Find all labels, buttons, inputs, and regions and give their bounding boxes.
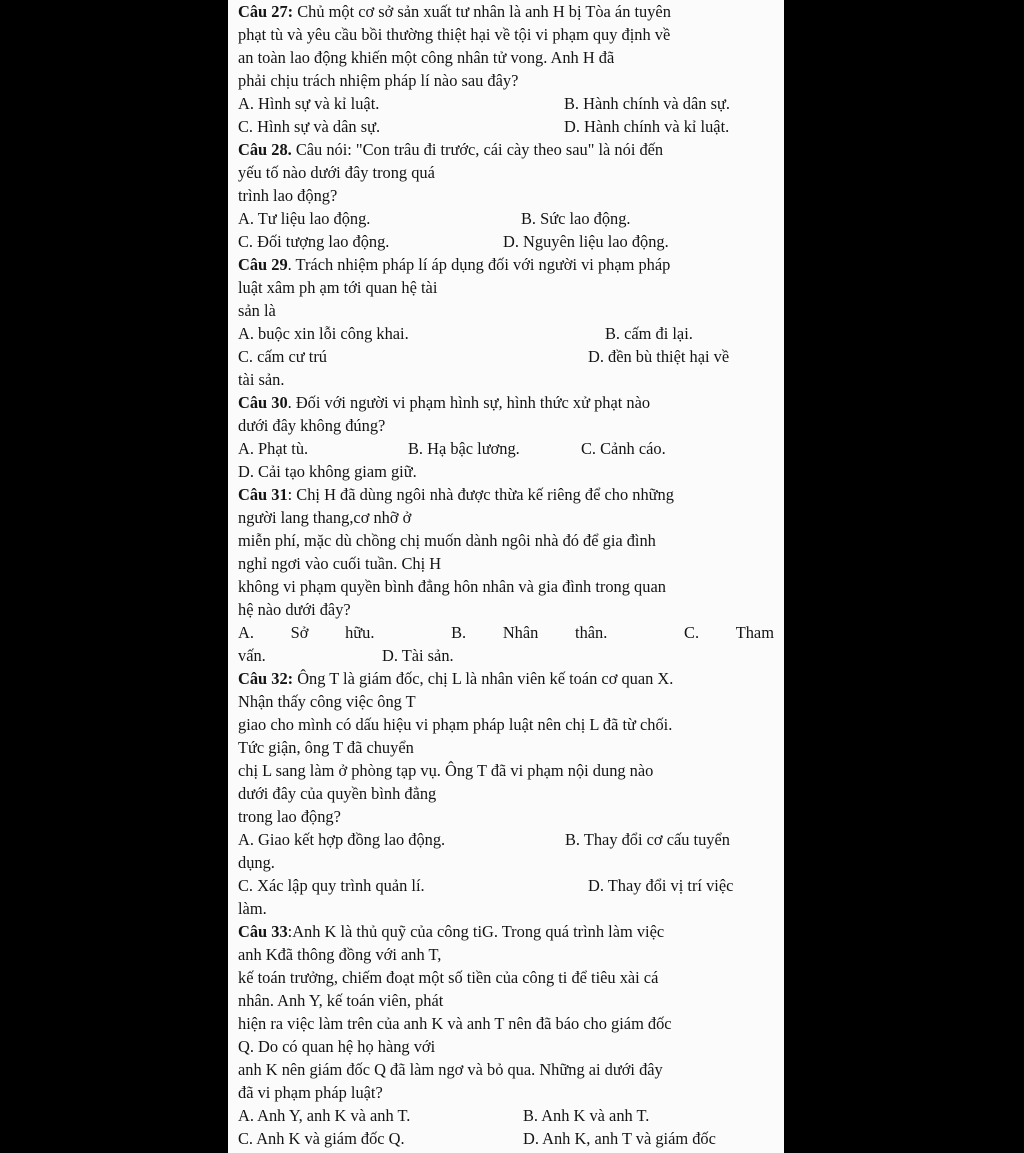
q31-options-abc	[238, 621, 774, 644]
q31-text: : Chị H đã dùng ngôi nhà được thừa kế riêng để cho những	[287, 485, 674, 504]
q32-line-6: dưới đây của quyền bình đẳng	[238, 784, 437, 803]
q33-line-5: hiện ra việc làm trên của anh K và anh T nên đã báo cho giám đốc	[238, 1014, 672, 1033]
q29-number: Câu 29	[238, 255, 288, 274]
q31-line-3: miễn phí, mặc dù chồng chị muốn dành ngôi nhà đó để gia đình	[238, 531, 656, 550]
q29-line-3: sản là	[238, 301, 276, 320]
q32-text: Ông T là giám đốc, chị L là nhân viên kế toán cơ quan X.	[293, 669, 674, 688]
q28-option-a: A. Tư liệu lao động.	[238, 209, 371, 228]
q31-word-2: Sở	[290, 623, 309, 642]
q33-options-cd	[238, 1127, 774, 1150]
q32-line-5: chị L sang làm ở phòng tạp vụ. Ông T đã vi phạm nội dung nào	[238, 761, 654, 780]
q27-options-cd	[238, 115, 774, 138]
q30-line-2: dưới đây không đúng?	[238, 416, 386, 435]
q28-options-cd	[238, 230, 774, 253]
q29-option-b: B. cấm đi lại.	[605, 324, 693, 343]
q30-number: Câu 30	[238, 393, 288, 412]
q31-word-3: hữu.	[345, 623, 375, 642]
q30-options-abc	[238, 437, 774, 460]
q28-option-c: C. Đối tượng lao động.	[238, 232, 390, 251]
q31-word-8: Tham	[735, 623, 774, 642]
q33-line-4: nhân. Anh Y, kế toán viên, phát	[238, 991, 444, 1010]
q31-word-6: thân.	[575, 623, 608, 642]
q32-line-3: giao cho mình có dấu hiệu vi phạm pháp luật nên chị L đã từ chối.	[238, 715, 673, 734]
q30-line-1	[238, 391, 774, 414]
q28-option-d: D. Nguyên liệu lao động.	[503, 232, 669, 251]
q33-option-c: C. Anh K và giám đốc Q.	[238, 1129, 405, 1148]
q32-line-7: trong lao động?	[238, 807, 341, 826]
q28-option-b: B. Sức lao động.	[521, 209, 631, 228]
document-page	[228, 0, 784, 1153]
q28-line-2: yếu tố nào dưới đây trong quá	[238, 163, 435, 182]
q32-line-1	[238, 667, 774, 690]
q31-word-7: C.	[684, 623, 700, 642]
q29-option-a: A. buộc xin lỗi công khai.	[238, 324, 409, 343]
q29-text: . Trách nhiệm pháp lí áp dụng đối với người vi phạm pháp	[287, 255, 671, 274]
q28-number: Câu 28.	[238, 140, 292, 159]
q27-line-1	[238, 0, 774, 23]
q30-option-b: B. Hạ bậc lương.	[408, 439, 520, 458]
q29-line-2: luật xâm ph ạm tới quan hệ tài	[238, 278, 438, 297]
q32-option-d-cont: làm.	[238, 899, 267, 918]
q30-option-c: C. Cảnh cáo.	[581, 439, 666, 458]
q33-line-2: anh Kđã thông đồng với anh T,	[238, 945, 442, 964]
q32-options-ab	[238, 828, 774, 851]
q29-option-c: C. cấm cư trú	[238, 347, 327, 366]
q33-line-1	[238, 920, 774, 943]
q31-number: Câu 31	[238, 485, 288, 504]
q31-line-6: hệ nào dưới đây?	[238, 600, 351, 619]
q28-text: Câu nói: "Con trâu đi trước, cái cày theo sau" là nói đến	[291, 140, 664, 159]
q28-line-3: trình lao động?	[238, 186, 338, 205]
q27-option-a: A. Hình sự và kỉ luật.	[238, 94, 380, 113]
q33-line-6: Q. Do có quan hệ họ hàng với	[238, 1037, 436, 1056]
q31-word-5: Nhân	[502, 623, 539, 642]
document-content	[238, 0, 774, 1150]
q31-options-cd	[238, 644, 774, 667]
q33-options-ab	[238, 1104, 774, 1127]
q33-line-3: kế toán trưởng, chiếm đoạt một số tiền của công ti để tiêu xài cá	[238, 968, 659, 987]
q27-option-d: D. Hành chính và kỉ luật.	[564, 117, 730, 136]
q33-number: Câu 33	[238, 922, 288, 941]
q27-text: Chủ một cơ sở sản xuất tư nhân là anh H bị Tòa án tuyên	[293, 2, 671, 21]
q29-options-cd	[238, 345, 774, 368]
q27-number: Câu 27:	[238, 2, 294, 21]
q28-line-1	[238, 138, 774, 161]
q29-option-d: D. đền bù thiệt hại về	[588, 347, 730, 366]
q27-line-2: phạt tù và yêu cầu bồi thường thiệt hại về tội vi phạm quy định về	[238, 25, 671, 44]
q29-line-1	[238, 253, 774, 276]
q27-line-3: an toàn lao động khiến một công nhân tử vong. Anh H đã	[238, 48, 615, 67]
q27-line-4: phải chịu trách nhiệm pháp lí nào sau đây?	[238, 71, 519, 90]
q33-line-7: anh K nên giám đốc Q đã làm ngơ và bỏ qua. Những ai dưới đây	[238, 1060, 663, 1079]
q31-line-1	[238, 483, 774, 506]
q32-option-b: B. Thay đổi cơ cấu tuyển	[565, 830, 730, 849]
q27-option-b: B. Hành chính và dân sự.	[564, 94, 730, 113]
q32-option-d: D. Thay đổi vị trí việc	[588, 876, 734, 895]
q29-option-d-cont: tài sản.	[238, 370, 285, 389]
q32-line-4: Tức giận, ông T đã chuyển	[238, 738, 414, 757]
q32-line-2: Nhận thấy công việc ông T	[238, 692, 416, 711]
q32-option-a: A. Giao kết hợp đồng lao động.	[238, 830, 446, 849]
q31-word-4: B.	[451, 623, 467, 642]
q33-option-b: B. Anh K và anh T.	[523, 1106, 650, 1125]
q32-option-b-cont: dụng.	[238, 853, 275, 872]
q30-text: . Đối với người vi phạm hình sự, hình thức xử phạt nào	[287, 393, 651, 412]
q32-option-c: C. Xác lập quy trình quản lí.	[238, 876, 425, 895]
q33-option-a: A. Anh Y, anh K và anh T.	[238, 1106, 411, 1125]
q33-text: :Anh K là thủ quỹ của công tiG. Trong quá trình làm việc	[287, 922, 665, 941]
q31-word-1: A.	[238, 623, 254, 642]
q27-option-c: C. Hình sự và dân sự.	[238, 117, 381, 136]
q32-number: Câu 32:	[238, 669, 294, 688]
q32-options-cd	[238, 874, 774, 897]
q30-option-a: A. Phạt tù.	[238, 439, 309, 458]
q31-option-d: D. Tài sản.	[382, 646, 454, 665]
q29-options-ab	[238, 322, 774, 345]
q27-options-ab	[238, 92, 774, 115]
q28-options-ab	[238, 207, 774, 230]
q31-option-c-cont: vấn.	[238, 646, 266, 665]
q31-line-2: người lang thang,cơ nhỡ ở	[238, 508, 412, 527]
q33-line-8: đã vi phạm pháp luật?	[238, 1083, 383, 1102]
q33-option-d: D. Anh K, anh T và giám đốc	[523, 1129, 716, 1148]
q31-line-5: không vi phạm quyền bình đẳng hôn nhân và gia đình trong quan	[238, 577, 666, 596]
q30-option-d: D. Cải tạo không giam giữ.	[238, 462, 417, 481]
q31-line-4: nghỉ ngơi vào cuối tuần. Chị H	[238, 554, 442, 573]
